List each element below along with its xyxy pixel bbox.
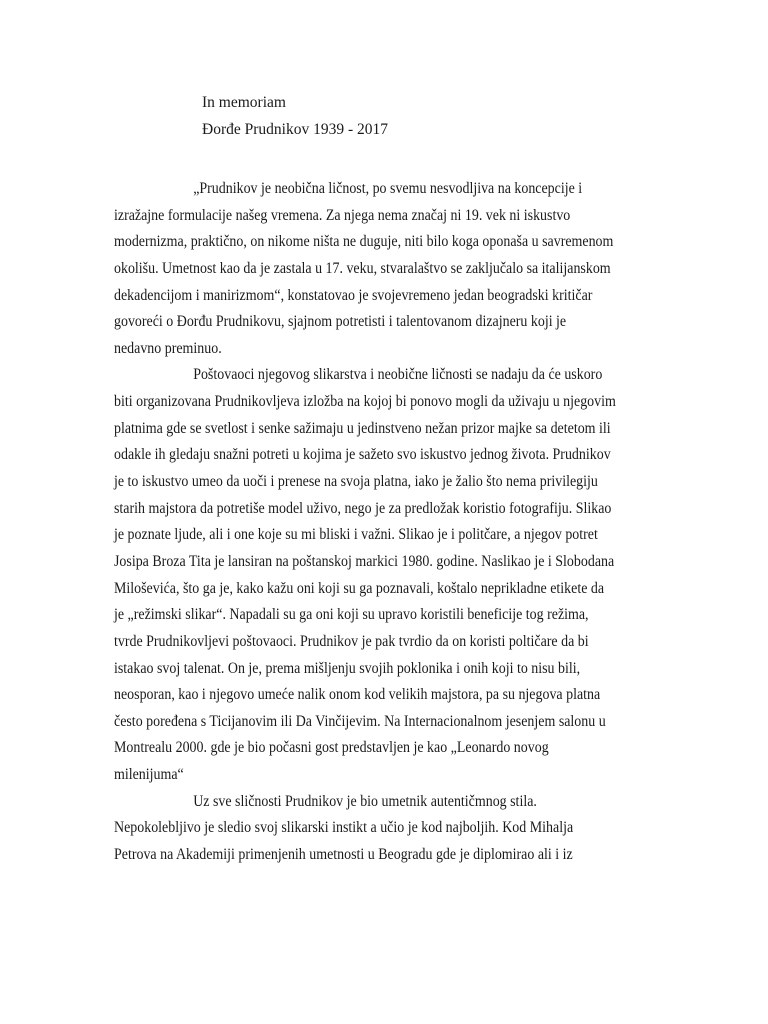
text-line: milenijuma“ — [114, 766, 184, 784]
text-line: je „režimski slikar“. Napadali su ga oni koji su upravo koristili beneficije tog režima, — [114, 606, 589, 624]
text-line: modernizma, praktično, on nikome ništa ne duguje, niti bilo koga oponaša u savremenom — [114, 233, 614, 251]
text-line: Poštovaoci njegovog slikarstva i neobične ličnosti se nadaju da će uskoro — [193, 366, 603, 384]
document-subtitle: Đorđe Prudnikov 1939 - 2017 — [202, 121, 388, 138]
text-line: Uz sve sličnosti Prudnikov je bio umetnik autentičmnog stila. — [193, 792, 537, 810]
text-line: govoreći o Đorđu Prudnikovu, sjajnom potretisti i talentovanom dizajneru koji je — [114, 313, 567, 331]
text-line: Josipa Broza Tita je lansiran na poštanskoj markici 1980. godine. Naslikao je i Slobodana — [114, 552, 615, 570]
text-line: „Prudnikov je neobična ličnost, po svemu nesvodljiva na koncepcije i — [193, 180, 583, 197]
text-line: često poređena s Ticijanovim ili Da Vinčijevim. Na Internacionalnom jesenjem salonu u — [114, 712, 606, 730]
text-line: istakao svoj talenat. On je, prema mišljenju svojih poklonika i onih koji to nisu bili, — [114, 659, 581, 677]
text-line: nedavno preminuo. — [114, 339, 222, 357]
text-line: dekadencijom i manirizmom“, konstatovao je svojevremeno jedan beogradski kritičar — [114, 286, 593, 304]
text-line: okolišu. Umetnost kao da je zastala u 17. veku, stvaralaštvo se zaključalo sa italijanskom — [114, 259, 611, 277]
text-line: izražajne formulacije našeg vremena. Za njega nema značaj ni 19. vek ni iskustvo — [114, 206, 571, 224]
text-line: Miloševića, što ga je, kako kažu oni koji su ga poznavali, koštalo neprikladne etikete da — [114, 579, 605, 597]
text-line: je to iskustvo umeo da uoči i prenese na svoja platna, iako je žalio što nema privilegiju — [114, 473, 598, 491]
text-line: Nepokolebljivo je sledio svoj slikarski instikt a učio je kod najboljih. Kod Mihalja — [114, 819, 574, 837]
text-line: tvrde Prudnikovljevi poštovaoci. Prudnikov je pak tvrdio da on koristi poltičare da bi — [114, 632, 589, 650]
text-line: Montrealu 2000. gde je bio počasni gost predstavljen je kao „Leonardo novog — [114, 739, 549, 757]
text-line: je poznate ljude, ali i one koje su mi bliski i važni. Slikao je i politčare, a njegov potret — [114, 526, 598, 544]
text-line: platnima gde se svetlost i senke sažimaju u jedinstveno nežan prizor majke sa detetom ili — [114, 419, 611, 437]
text-line: odakle ih gledaju snažni potreti u kojima je sažeto svo iskustvo jednog života. Prudnikov — [114, 446, 611, 464]
text-line: neosporan, kao i njegovo umeće nalik onom kod velikih majstora, pa su njegova platna — [114, 686, 601, 704]
document-title: In memoriam — [202, 94, 286, 111]
text-line: Petrova na Akademiji primenjenih umetnosti u Beogradu gde je diplomirao ali i iz — [114, 846, 573, 864]
text-line: starih majstora da potretiše model uživo, nego je za predložak koristio fotografiju. Slikao — [114, 499, 612, 517]
text-line: biti organizovana Prudnikovljeva izložba na kojoj bi ponovo mogli da uživaju u njegovim — [114, 393, 616, 411]
article-body — [114, 176, 674, 869]
